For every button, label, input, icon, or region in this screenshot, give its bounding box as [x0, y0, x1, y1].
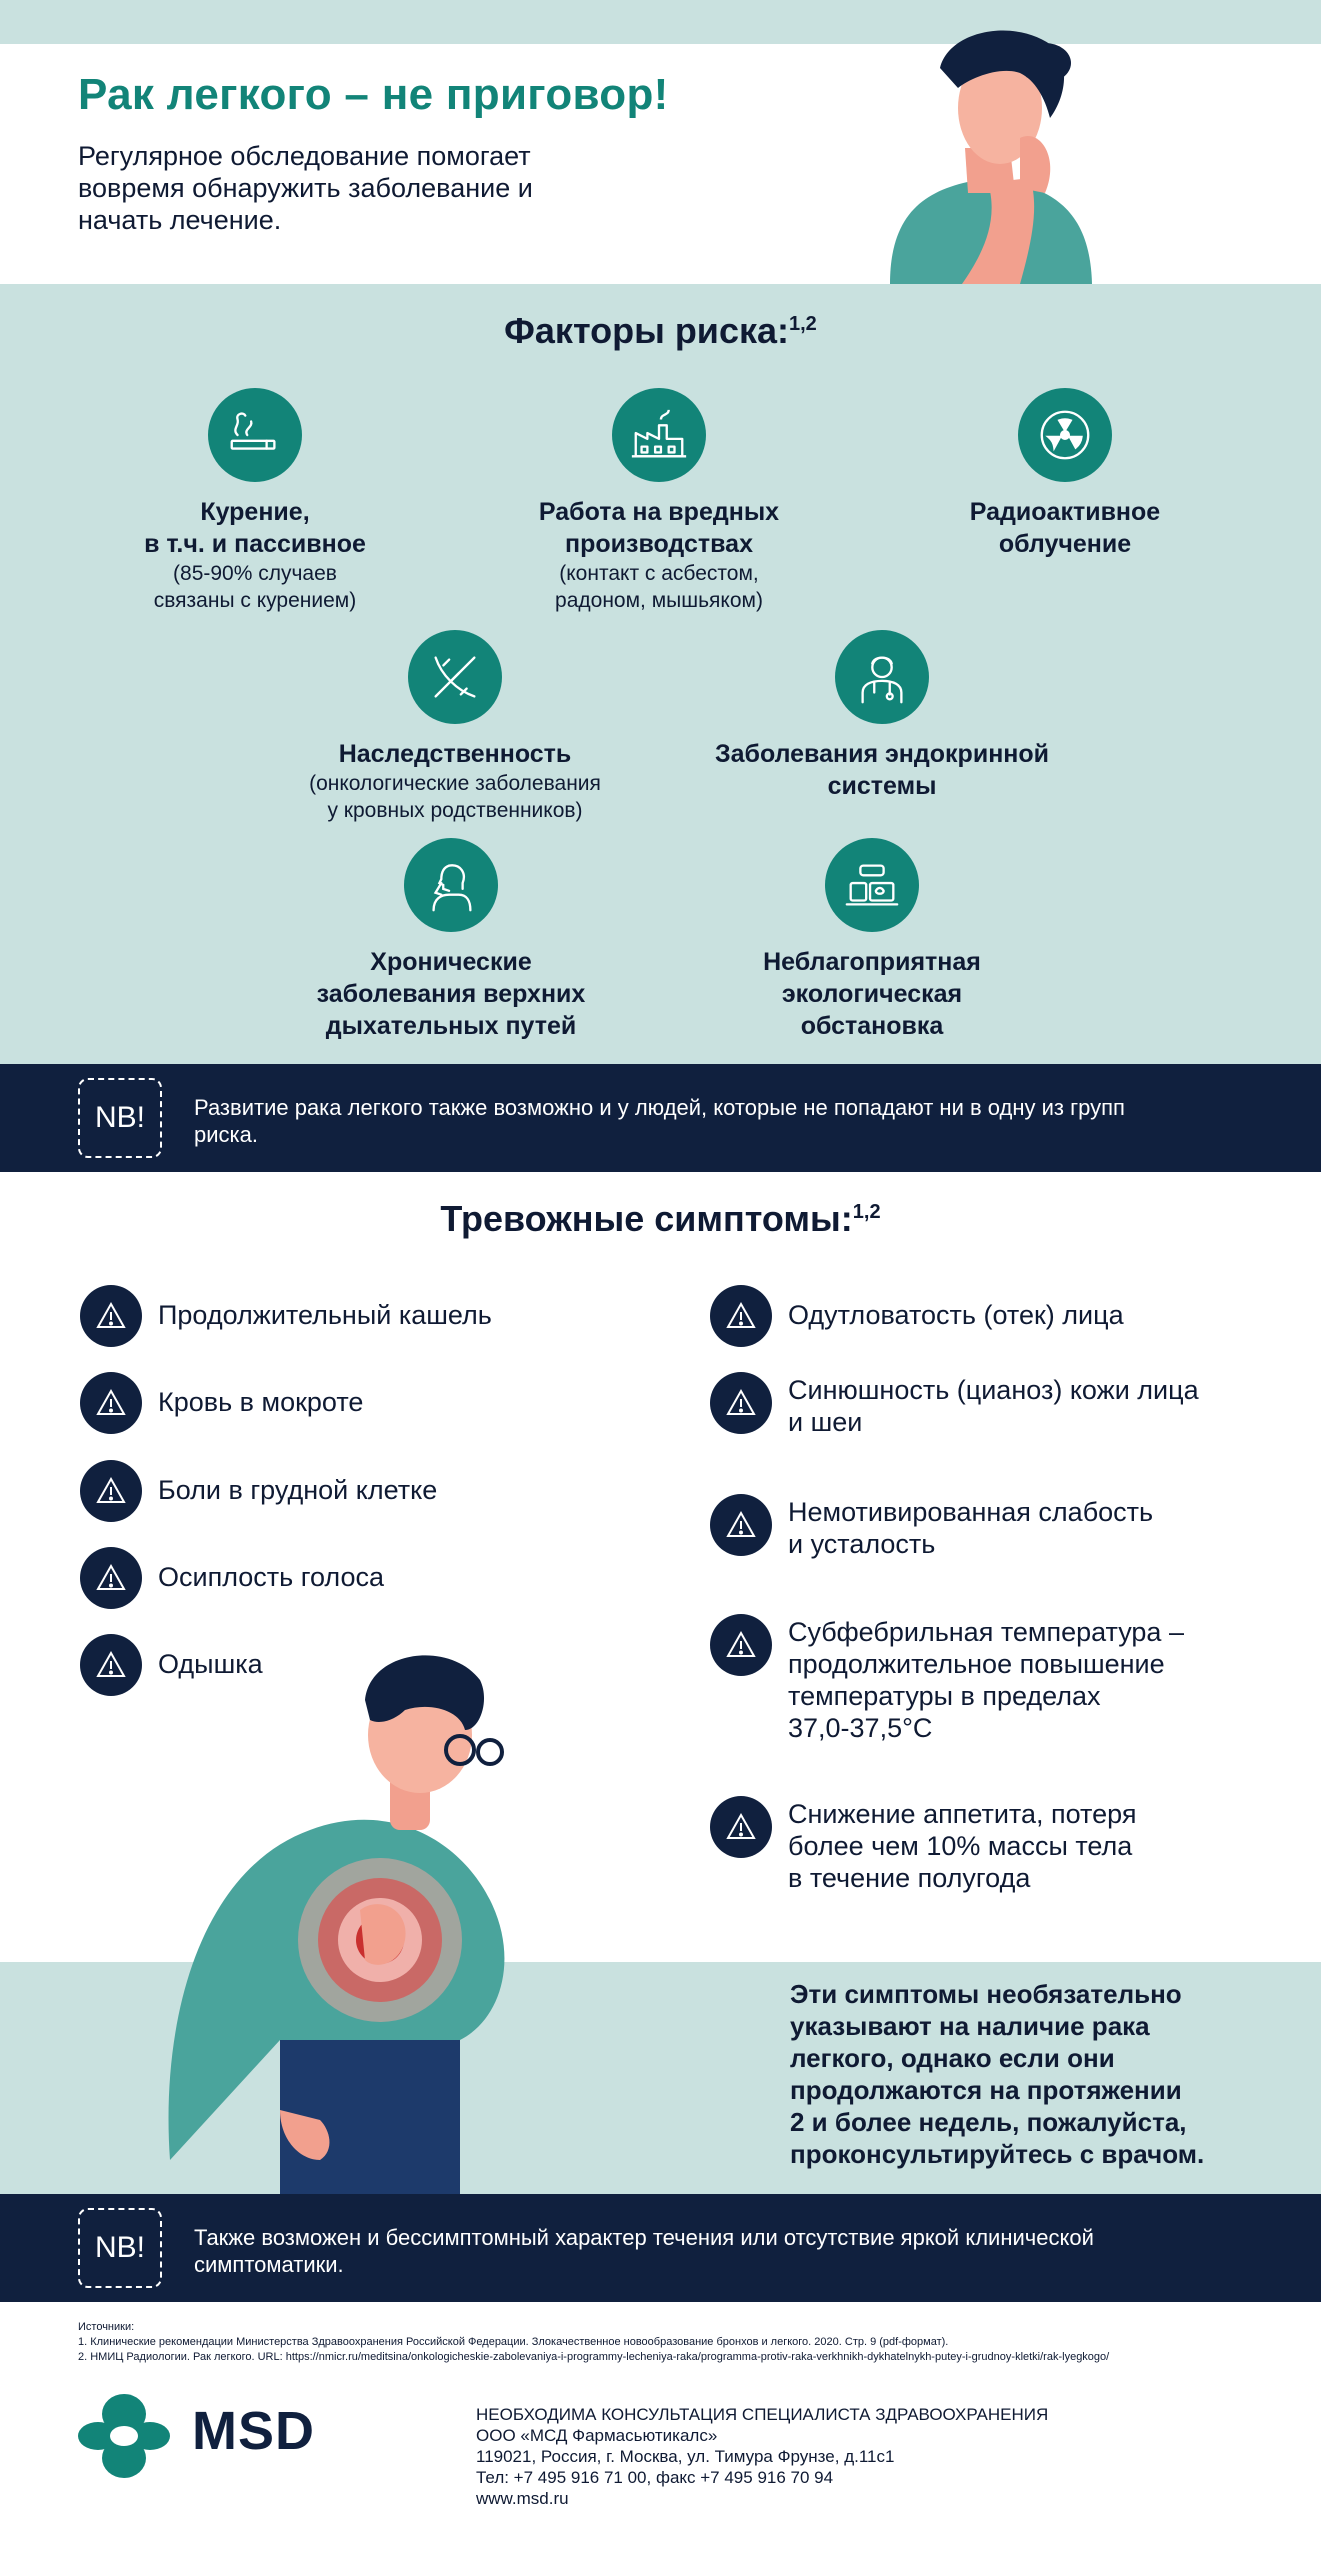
risk-factor-respiratory: Хронические заболевания верхних дыхательных путей	[271, 838, 631, 1042]
radiation-icon	[1018, 388, 1112, 482]
pollution-icon	[825, 838, 919, 932]
risk-factors-title: Факторы риска:$^{1,2}$	[504, 310, 817, 351]
warning-icon	[80, 1547, 142, 1609]
symptom-item: Кровь в мокроте	[80, 1372, 363, 1434]
risk-factor-endocrine: Заболевания эндокринной системы	[692, 630, 1072, 802]
warning-icon	[80, 1460, 142, 1522]
warning-icon	[80, 1285, 142, 1347]
dna-icon	[408, 630, 502, 724]
symptom-item: Субфебрильная температура – продолжительное повышение температуры в пределах 37,0-37,5°C	[710, 1614, 1184, 1744]
symptom-item: Продолжительный кашель	[80, 1285, 492, 1347]
coughing-person-icon	[404, 838, 498, 932]
warning-icon	[710, 1796, 772, 1858]
warning-icon	[710, 1614, 772, 1676]
risk-factor-smoking: Курение, в т.ч. и пассивное (85-90% случаев связаны с курением)	[75, 388, 435, 614]
risk-factor-industry: Работа на вредных производствах (контакт с асбестом, радоном, мышьяком)	[479, 388, 839, 614]
factory-icon	[612, 388, 706, 482]
warning-icon	[710, 1372, 772, 1434]
contacts: НЕОБХОДИМА КОНСУЛЬТАЦИЯ СПЕЦИАЛИСТА ЗДРАВООХРАНЕНИЯ ООО «МСД Фармасьютикалс» 119021, Россия, г. Москва, ул. Тимура Фрунзе, д.11с1 Тел: +7 495 916 71 00, факс +7 495 916 70 94 www.msd.ru	[476, 2405, 1049, 2508]
advice-text: Эти симптомы необязательно указывают на наличие рака легкого, однако если они продолжаются на протяжении 2 и более недель, пожалуйста, проконсультируйтесь с врачом.	[790, 1979, 1205, 2169]
doctor-icon	[835, 630, 929, 724]
symptoms-title: Тревожные симптомы:$^{1,2}$	[440, 1198, 881, 1239]
symptom-item: Немотивированная слабость и усталость	[710, 1494, 1153, 1560]
symptom-item: Осиплость голоса	[80, 1547, 384, 1609]
warning-icon	[80, 1634, 142, 1696]
nb-text: Также возможен и бессимптомный характер течения или отсутствие яркой клинической симптоматики.	[194, 2225, 1094, 2277]
symptom-item: Синюшность (цианоз) кожи лица и шеи	[710, 1372, 1199, 1438]
warning-icon	[80, 1372, 142, 1434]
top-strip	[0, 0, 1321, 44]
nb-notice-risk	[0, 1064, 1321, 1172]
nb-notice-symptoms	[0, 2194, 1321, 2302]
risk-factor-ecology: Неблагоприятная экологическая обстановка	[692, 838, 1052, 1042]
symptom-item: Одышка	[80, 1634, 263, 1696]
sources: Источники: 1. Клинические рекомендации Министерства Здравоохранения Российской Федерации. Злокачественное новообразование бронхов и легкого. 2020. Стр. 9 (pdf-формат). 2. НМИЦ Радиологии. Рак легкого. URL: https://nmicr.ru/meditsina/onkologicheskie-zabolevaniya-i-programmy-lecheniya-raka/programma-protiv-raka-verkhnikh-dykhatelnykh-putey-i-grudnoy-kletki/rak-lyegkogo/	[78, 2321, 1110, 2363]
msd-logo-text: MSD	[192, 2401, 315, 2461]
smoking-icon	[208, 388, 302, 482]
page-subtitle: Регулярное обследование помогает вовремя обнаружить заболевание и начать лечение.	[78, 141, 533, 235]
nb-badge: NB!	[78, 1078, 162, 1158]
man-chest-pain-illustration	[160, 1640, 590, 2195]
thoughtful-woman-illustration	[870, 18, 1110, 284]
page-title: Рак легкого – не приговор!	[78, 70, 669, 119]
nb-badge: NB!	[78, 2208, 162, 2288]
symptom-item: Боли в грудной клетке	[80, 1460, 437, 1522]
symptom-item: Одутловатость (отек) лица	[710, 1285, 1124, 1347]
risk-factor-heredity: Наследственность (онкологические заболевания у кровных родственников)	[275, 630, 635, 824]
warning-icon	[710, 1285, 772, 1347]
nb-text: Развитие рака легкого также возможно и у людей, которые не попадают ни в одну из групп риска.	[194, 1095, 1125, 1147]
risk-factor-radiation: Радиоактивное облучение	[885, 388, 1245, 560]
symptom-item: Снижение аппетита, потеря более чем 10% массы тела в течение полугода	[710, 1796, 1136, 1894]
warning-icon	[710, 1494, 772, 1556]
